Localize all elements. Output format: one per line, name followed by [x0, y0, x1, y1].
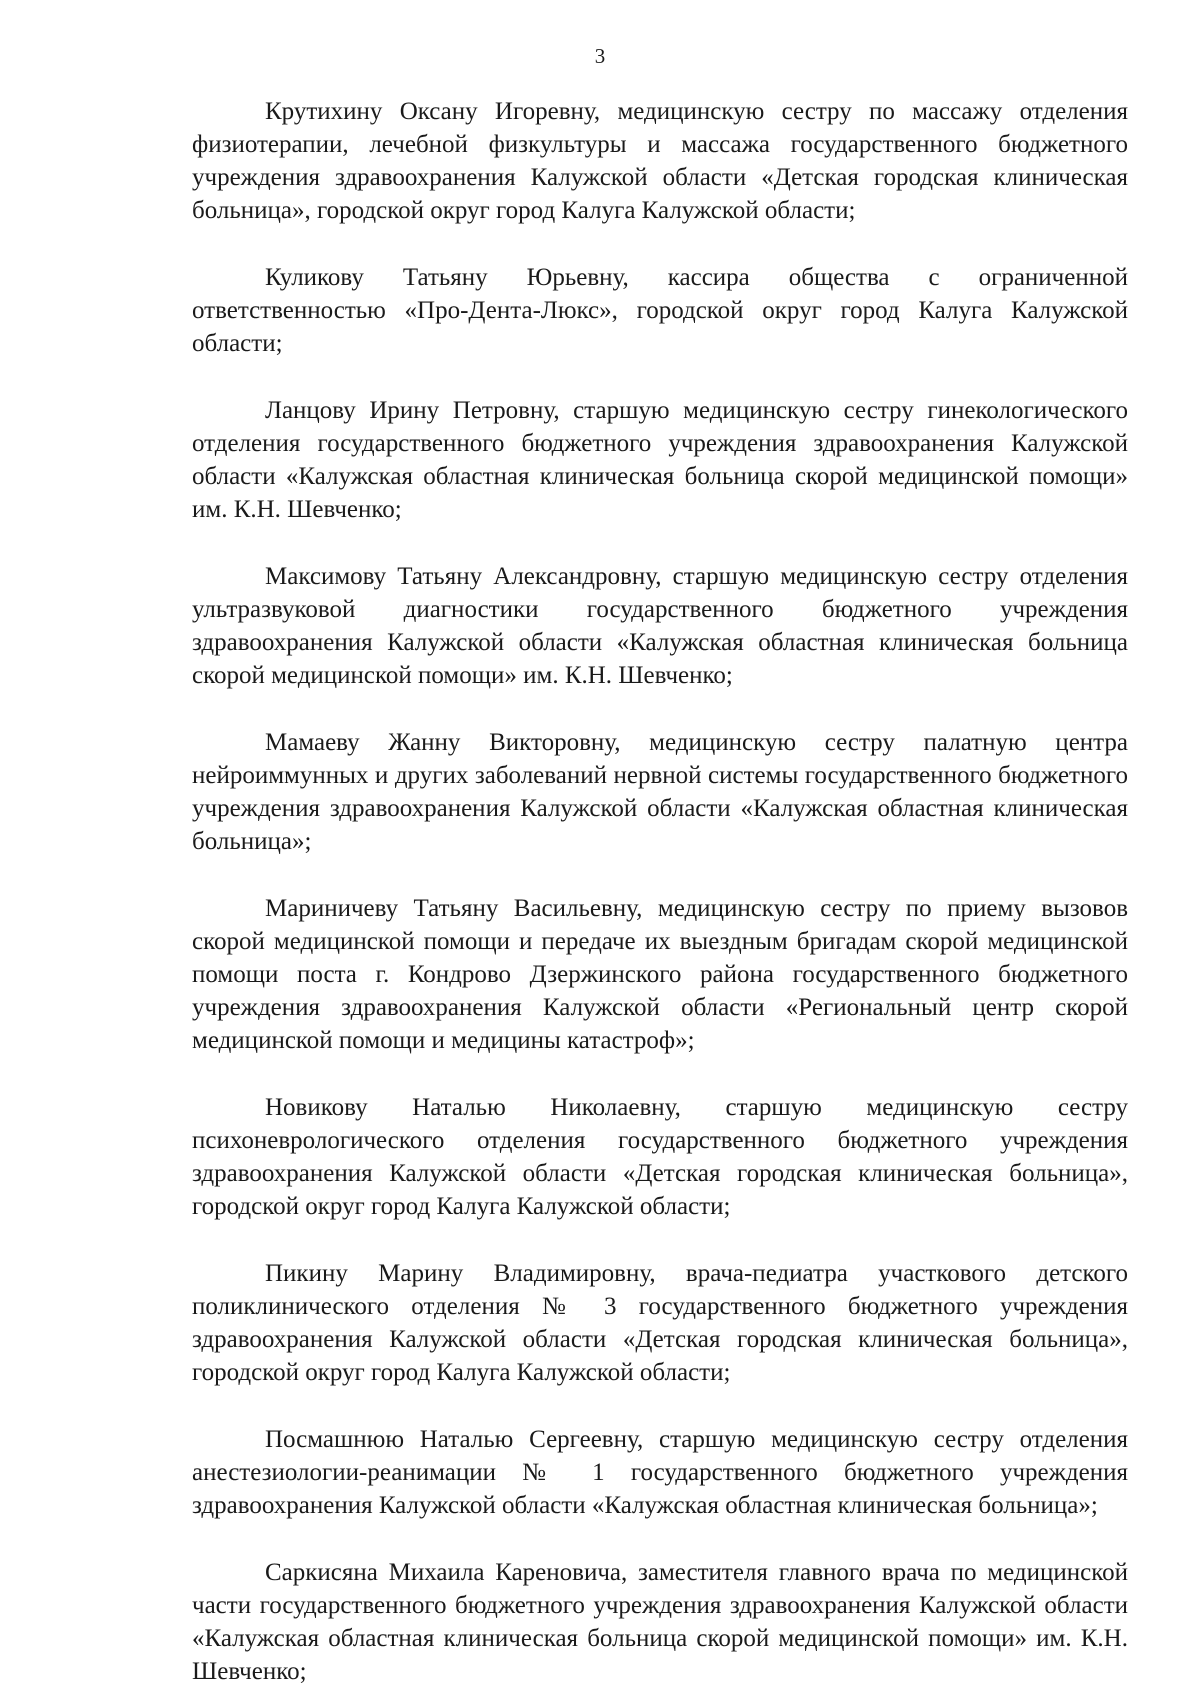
paragraph-mamaeva: Мамаеву Жанну Викторовну, медицинскую сестру палатную центра нейроиммунных и других заболеваний нервной системы государственного бюджетного учреждения здравоохранения Калужской области «Калужская областная клиническая больница»; [192, 729, 1128, 855]
paragraph-sarkisyan: Саркисяна Михаила Кареновича, заместителя главного врача по медицинской части государственного бюджетного учреждения здравоохранения Калужской области «Калужская областная клиническая больница скорой медицинской помощи» им. К.Н. Шевченко; [192, 1559, 1128, 1685]
paragraph-kulikova: Куликову Татьяну Юрьевну, кассира общества с ограниченной ответственностью «Про-Дента-Люкс», городской округ город Калуга Калужской области; [192, 264, 1128, 357]
document-body [192, 95, 1128, 1688]
paragraph-krutikhina: Крутихину Оксану Игоревну, медицинскую сестру по массажу отделения физиотерапии, лечебной физкультуры и массажа государственного бюджетного учреждения здравоохранения Калужской области «Детская городская клиническая больница», городской округ город Калуга Калужской области; [192, 98, 1128, 224]
paragraph-marinicheva: Мариничеву Татьяну Васильевну, медицинскую сестру по приему вызовов скорой медицинской помощи и передаче их выездным бригадам скорой медицинской помощи поста г. Кондрово Дзержинского района государственного бюджетного учреждения здравоохранения Калужской области «Региональный центр скорой медицинской помощи и медицины катастроф»; [192, 895, 1128, 1054]
paragraph-posmashnyaya: Посмашнюю Наталью Сергеевну, старшую медицинскую сестру отделения анестезиологии-реанимации № 1 государственного бюджетного учреждения здравоохранения Калужской области «Калужская областная клиническая больница»; [192, 1426, 1128, 1519]
paragraph-novikova: Новикову Наталью Николаевну, старшую медицинскую сестру психоневрологического отделения государственного бюджетного учреждения здравоохранения Калужской области «Детская городская клиническая больница», городской округ город Калуга Калужской области; [192, 1094, 1128, 1220]
page-number: 3 [594, 44, 606, 68]
paragraph-lantsova: Ланцову Ирину Петровну, старшую медицинскую сестру гинекологического отделения государственного бюджетного учреждения здравоохранения Калужской области «Калужская областная клиническая больница скорой медицинской помощи» им. К.Н. Шевченко; [192, 397, 1128, 523]
paragraph-maksimova: Максимову Татьяну Александровну, старшую медицинскую сестру отделения ультразвуковой диагностики государственного бюджетного учреждения здравоохранения Калужской области «Калужская областная клиническая больница скорой медицинской помощи» им. К.Н. Шевченко; [192, 563, 1128, 689]
paragraph-pikina: Пикину Марину Владимировну, врача-педиатра участкового детского поликлинического отделения № 3 государственного бюджетного учреждения здравоохранения Калужской области «Детская городская клиническая больница», городской округ город Калуга Калужской области; [192, 1260, 1128, 1386]
